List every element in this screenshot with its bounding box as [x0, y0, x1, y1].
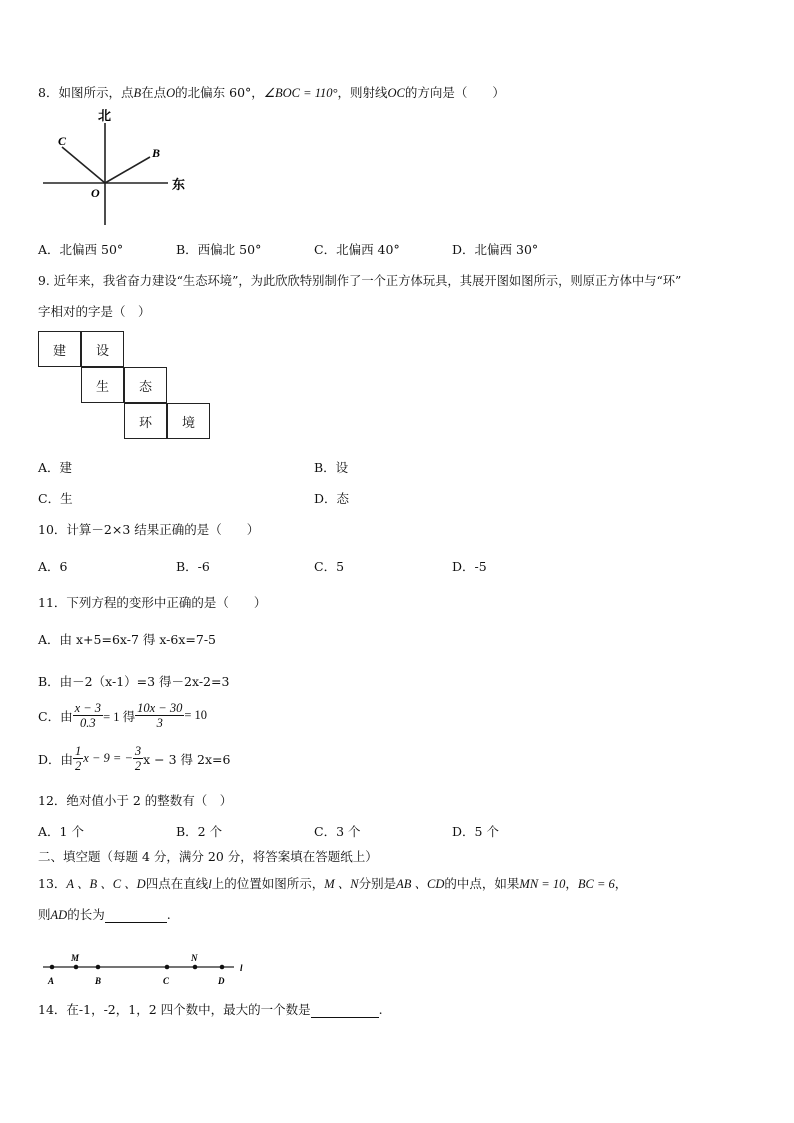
q13-text-1: 四点在直线: [145, 876, 209, 891]
q10-option-d[interactable]: D．-5: [452, 559, 487, 574]
q11-c-frac2-den: 3: [156, 716, 163, 730]
q13-var-ab-cd: AB 、CD: [396, 877, 445, 891]
q11-c-frac1-num: x − 3: [74, 701, 102, 715]
q14-period: .: [378, 1002, 383, 1017]
q11-c-fraction-1: [73, 701, 103, 730]
q14-stem: [38, 1000, 383, 1018]
q13-text-2: 上的位置如图所示，: [211, 876, 325, 891]
q8-text-3: 的北偏东 60°，: [175, 85, 264, 100]
q11-d-fraction-1: [73, 744, 83, 773]
q13-point-a: [50, 965, 55, 970]
q11-option-c[interactable]: [38, 701, 207, 730]
q8-var-oc: OC: [387, 86, 405, 100]
q9-option-b[interactable]: B．设: [314, 460, 349, 475]
q11-d-end: x − 3 得 2x=6: [143, 751, 231, 767]
q8-text-5: 的方向是（ ）: [404, 85, 505, 100]
q13-point-b: [96, 965, 101, 970]
q13-text-6: 的长为: [67, 907, 105, 922]
q11-d-frac1-den: 2: [75, 759, 82, 773]
q12-option-d[interactable]: D．5 个: [452, 824, 499, 839]
q8-compass-figure: [38, 105, 198, 230]
section-heading-fill-in: 二、填空题（每题 4 分，满分 20 分，将答案填在答题纸上）: [38, 849, 378, 864]
q8-text-2: 在点: [141, 85, 167, 100]
q9-net-cell-sheng: 生: [81, 367, 124, 403]
q8-option-a[interactable]: A．北偏西 50°: [38, 242, 124, 257]
q9-net-cell-huan: 环: [124, 403, 167, 439]
q13-label-m: M: [71, 953, 80, 963]
q10-stem: 10．计算－2×3 结果正确的是（ ）: [38, 522, 260, 537]
q13-label-c: C: [163, 976, 170, 986]
q8-angle: ∠BOC = 110°: [263, 86, 338, 100]
q9-stem-line2: 字相对的字是（ ）: [38, 304, 151, 319]
q11-d-mid: x − 9 = −: [83, 751, 133, 765]
q13-var-mn: M 、N: [324, 877, 359, 891]
q11-c-fraction-2: [135, 701, 184, 730]
q8-label-north: 北: [98, 109, 112, 124]
q13-text-5: 则: [38, 907, 51, 922]
q13-label-d: D: [218, 976, 225, 986]
q11-c-prefix: C．由: [38, 708, 73, 724]
q13-stem-line2: [38, 905, 171, 923]
q9-net-cell-jian: 建: [38, 331, 81, 367]
q8-ray-oc: [62, 147, 105, 183]
q12-option-a[interactable]: A．1 个: [38, 824, 84, 839]
q8-ray-ob: [105, 157, 150, 183]
q13-comma-1: ，: [565, 876, 578, 891]
q9-net-cell-tai: 态: [124, 367, 167, 403]
q13-line-figure: [38, 950, 258, 992]
q13-text-3: 分别是: [358, 876, 397, 891]
q14-text: 14．在-1，-2，1，2 四个数中，最大的一个数是: [38, 1002, 311, 1017]
q8-option-d[interactable]: D．北偏西 30°: [452, 242, 539, 257]
q13-point-c: [165, 965, 170, 970]
q9-option-c[interactable]: C．生: [38, 491, 73, 506]
q8-label-o: O: [91, 186, 100, 200]
q8-var-b: B: [133, 86, 142, 100]
q12-option-c[interactable]: C．3 个: [314, 824, 361, 839]
q13-text-4: 的中点，如果: [444, 876, 520, 891]
q11-c-end: = 10: [184, 708, 208, 722]
q8-label-east: 东: [172, 178, 186, 193]
q10-option-c[interactable]: C．5: [314, 559, 345, 574]
q12-option-b[interactable]: B．2 个: [176, 824, 223, 839]
q13-eq-mn: MN = 10: [519, 877, 566, 891]
q11-option-a[interactable]: A．由 x+5=6x-7 得 x-6x=7-5: [38, 632, 217, 647]
q8-label-b: B: [152, 146, 161, 160]
q13-stem-line1: [38, 874, 627, 892]
q8-text-1: 8．如图所示，点: [38, 85, 134, 100]
q9-option-a[interactable]: A．建: [38, 460, 73, 475]
q13-var-l: l: [208, 877, 212, 891]
q8-label-c: C: [58, 134, 67, 148]
q8-stem: [38, 83, 505, 101]
q11-d-frac1-num: 1: [75, 744, 82, 758]
q9-net-cell-she: 设: [81, 331, 124, 367]
q11-c-mid: = 1 得: [103, 709, 136, 724]
q10-option-a[interactable]: A．6: [38, 559, 68, 574]
q12-stem: 12．绝对值小于 2 的整数有（ ）: [38, 793, 233, 808]
q13-num: 13．: [38, 876, 67, 891]
q9-net-cell-jing: 境: [167, 403, 210, 439]
q13-comma-2: ，: [614, 876, 628, 891]
q8-var-o: O: [166, 86, 176, 100]
q11-c-frac1-den: 0.3: [80, 716, 96, 730]
q11-d-fraction-2: [133, 744, 143, 773]
q13-point-m: [74, 965, 79, 970]
q8-text-4: ，则射线: [337, 85, 388, 100]
q11-stem: 11．下列方程的变形中正确的是（ ）: [38, 595, 267, 610]
q8-option-c[interactable]: C．北偏西 40°: [314, 242, 400, 257]
q11-option-b[interactable]: B．由－2（x-1）=3 得－2x-2=3: [38, 674, 230, 689]
q13-point-d: [220, 965, 225, 970]
q13-label-b: B: [95, 976, 102, 986]
q13-label-l: l: [240, 963, 243, 973]
q13-var-ad: AD: [50, 908, 68, 922]
q11-d-frac2-den: 2: [134, 759, 142, 773]
q11-d-frac2-num: 3: [134, 744, 142, 758]
q8-option-b[interactable]: B．西偏北 50°: [176, 242, 262, 257]
q11-option-d[interactable]: [38, 744, 230, 773]
q13-points: A 、B 、C 、D: [66, 877, 146, 891]
q13-label-n: N: [191, 953, 198, 963]
q13-answer-blank[interactable]: [105, 907, 167, 923]
q9-option-d[interactable]: D．态: [314, 491, 350, 506]
q9-stem-line1: 9. 近年来，我省奋力建设“生态环境”，为此欣欣特别制作了一个正方体玩具，其展开图如图所示，则原正方体中与“环”: [38, 274, 682, 288]
q13-point-n: [193, 965, 198, 970]
q11-d-prefix: D．由: [38, 751, 74, 767]
q11-c-frac2-num: 10x − 30: [137, 701, 183, 715]
q13-label-a: A: [48, 976, 55, 986]
q13-eq-bc: BC = 6: [577, 877, 615, 891]
q14-answer-blank[interactable]: [311, 1002, 379, 1018]
q13-period: .: [166, 907, 171, 922]
q10-option-b[interactable]: B．-6: [176, 559, 210, 574]
